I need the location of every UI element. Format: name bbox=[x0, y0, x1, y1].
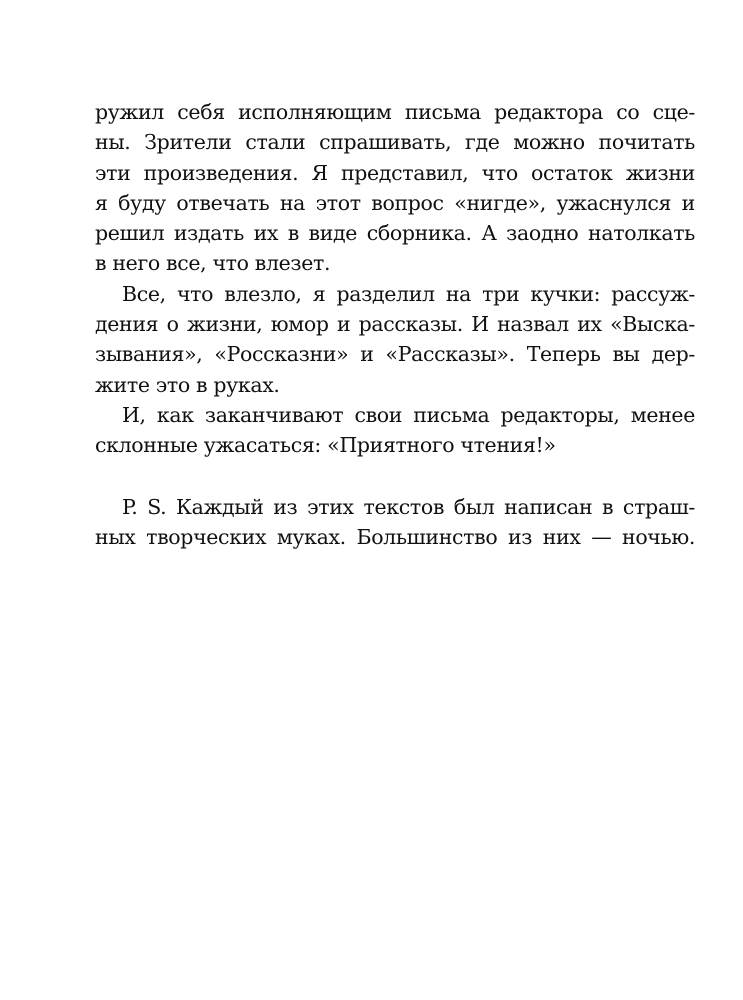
text-line: в него все, что влезет. bbox=[95, 251, 331, 276]
paragraph-1 bbox=[95, 97, 695, 279]
text-line: решил издать их в виде сборника. А заодно натолкать bbox=[95, 221, 695, 246]
text-line: жите это в руках. bbox=[95, 372, 280, 397]
text-line: ружил себя исполняющим письма редактора со сце- bbox=[95, 100, 695, 124]
paragraph-3 bbox=[95, 400, 695, 461]
paragraph-2 bbox=[95, 279, 695, 400]
text-line: склонные ужасаться: «Приятного чтения!» bbox=[95, 433, 556, 458]
postscript bbox=[95, 492, 695, 553]
text-line: ны. Зрители стали спрашивать, где можно почитать bbox=[95, 130, 695, 155]
text-line: зывания», «Россказни» и «Рассказы». Теперь вы дер- bbox=[95, 342, 695, 367]
text-line: дения о жизни, юмор и рассказы. И назвал их «Выска- bbox=[95, 312, 695, 337]
paragraph-gap bbox=[95, 461, 695, 492]
text-line: P. S. Каждый из этих текстов был написан в страш- bbox=[122, 494, 695, 519]
text-line: эти произведения. Я представил, что остаток жизни bbox=[95, 160, 695, 185]
text-line: И, как заканчивают свои письма редакторы, менее bbox=[122, 402, 695, 427]
text-line: ных творческих муках. Большинство из них — ночью. bbox=[95, 524, 695, 549]
text-body bbox=[95, 97, 695, 552]
text-line: я буду отвечать на этот вопрос «нигде», ужаснулся и bbox=[95, 190, 695, 215]
text-line: Все, что влезло, я разделил на три кучки: рассуж- bbox=[122, 281, 695, 306]
